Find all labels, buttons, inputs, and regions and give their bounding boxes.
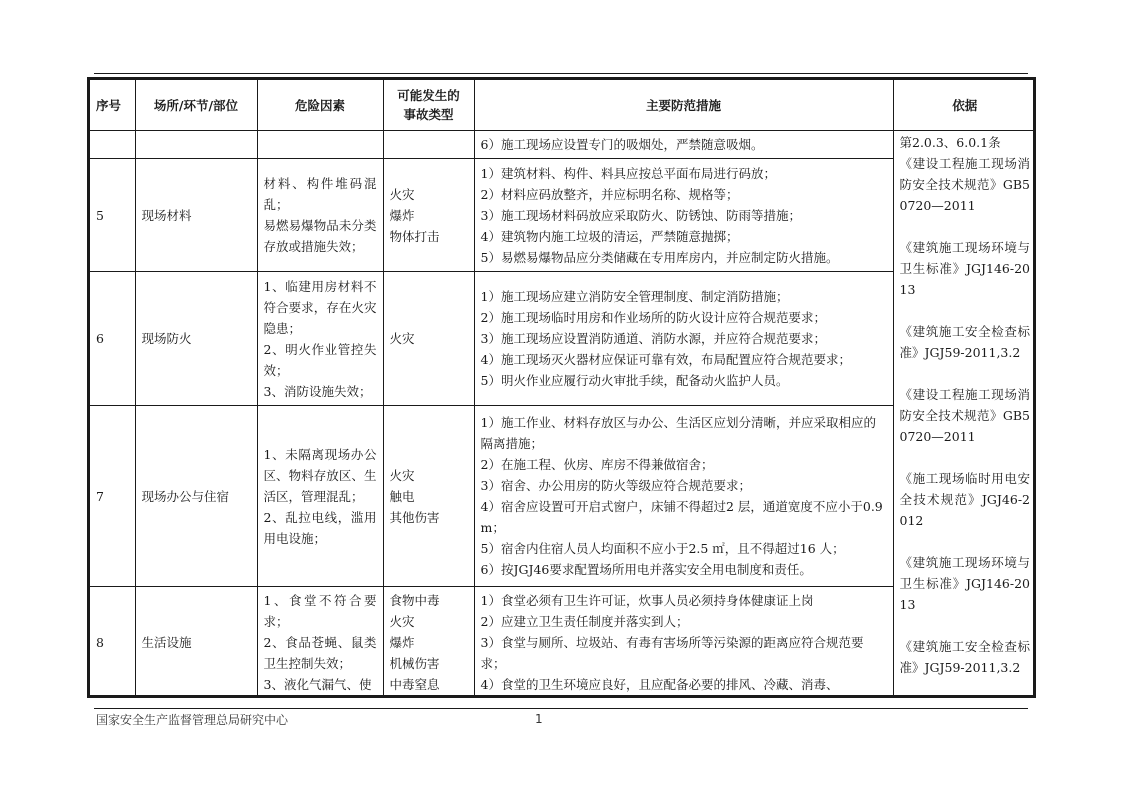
measure-item: 3）宿舍、办公用房的防火等级应符合规范要求； [480,478,751,493]
measure-item: 2）应建立卫生责任制度并落实到人； [480,614,689,629]
footer-rule [94,708,1028,709]
measure-item: 1）施工作业、材料存放区与办公、生活区应划分清晰，并应采取相应的隔离措施； [480,415,876,451]
accident-item: 火灾 [389,614,415,629]
cell-location: 现场办公与住宿 [135,406,257,587]
cell-no: 7 [90,406,135,587]
measure-item: 2）施工现场临时用房和作业场所的防火设计应符合规范要求； [480,310,826,325]
cell-no: 5 [90,159,135,272]
basis-standard: 《建设工程施工现场消防安全技术规范》GB50720—2011 [899,387,1030,444]
cell-hazard [257,131,383,159]
header-rule [94,73,1028,74]
cell-measures [474,159,893,272]
accident-item: 食物中毒 [389,593,440,608]
cell-no: 6 [90,272,135,406]
hazard-item: 2、食品苍蝇、鼠类卫生控制失效； [263,635,377,671]
measure-item: 5）易燃易爆物品应分类储藏在专用库房内，并应制定防火措施。 [480,249,839,265]
cell-no: 8 [90,587,135,699]
measure-item: 6）按JGJ46要求配置场所用电并落实安全用电制度和责任。 [480,562,812,577]
basis-standard: 《施工现场临时用电安全技术规范》JGJ46-2012 [899,471,1030,528]
cell-location: 现场材料 [135,159,257,272]
hazard-item: 易燃易爆物品未分类存放或措施失效； [263,218,377,254]
cell-hazard [257,587,383,699]
accident-item: 中毒窒息 [389,677,440,692]
measure-item: 1）食堂必须有卫生许可证，炊事人员必须持身体健康证上岗 [480,593,814,608]
accident-item: 物体打击 [389,228,440,244]
cell-accident [383,272,474,406]
basis-standard: 《建设工程施工现场消防安全技术规范》GB50720—2011 [899,156,1030,213]
measure-item: 3）施工现场材料码放应采取防火、防锈蚀、防雨等措施； [480,207,801,223]
header-accident-type [383,80,474,131]
table-row-continuation [90,131,1036,159]
hazard-item: 1、食堂不符合要求； [263,593,377,629]
header-basis: 依据 [893,80,1036,131]
cell-measures [474,406,893,587]
basis-standard: 《建筑施工现场环境与卫生标准》JGJ146-2013 [899,240,1030,297]
cell-measures [474,131,893,159]
measure-item: 3）食堂与厕所、垃圾站、有毒有害场所等污染源的距离应符合规范要求； [480,635,864,671]
measure-item: 1）建筑材料、构件、料具应按总平面布局进行码放； [480,165,776,181]
hazard-item: 2、明火作业管控失效； [263,341,377,378]
accident-item: 火灾 [389,186,415,202]
measure-item: 5）明火作业应履行动火审批手续，配备动火监护人员。 [480,373,789,388]
accident-item: 火灾 [389,331,415,346]
cell-accident [383,406,474,587]
cell-location: 现场防火 [135,272,257,406]
measure-item: 4）宿舍应设置可开启式窗户，床铺不得超过2 层，通道宽度不应小于0.9m； [480,499,883,535]
cell-hazard [257,272,383,406]
accident-item: 触电 [389,488,415,504]
header-accident-type-line2: 事故类型 [403,107,454,122]
basis-standard: 《建筑施工安全检查标准》JGJ59-2011,3.2 [899,639,1030,675]
basis-standard: 《建筑施工安全检查标准》JGJ59-2011,3.2 [899,324,1030,360]
measure-item: 6）施工现场应设置专门的吸烟处，严禁随意吸烟。 [480,137,764,152]
accident-item: 爆炸 [389,635,415,650]
cell-accident [383,159,474,272]
measure-item: 2）在施工程、伙房、库房不得兼做宿舍； [480,457,714,472]
basis-clause: 第2.0.3、6.0.1条 [899,135,1001,150]
header-accident-type-line1: 可能发生的 [397,88,460,103]
measure-item: 4）施工现场灭火器材应保证可靠有效，布局配置应符合规范要求； [480,352,851,367]
footer-organization: 国家安全生产监督管理总局研究中心 [96,713,289,727]
measure-item: 4）食堂的卫生环境应良好，且应配备必要的排风、冷藏、消毒、 [480,677,839,692]
accident-item: 火灾 [389,467,415,483]
cell-location: 生活设施 [135,587,257,699]
cell-location [135,131,257,159]
hazard-item: 3、消防设施失效； [263,383,372,399]
cell-accident [383,131,474,159]
header-location: 场所/环节/部位 [135,80,257,131]
accident-item: 其他伤害 [389,509,440,525]
header-measures: 主要防范措施 [474,80,893,131]
cell-accident [383,587,474,699]
cell-basis [893,131,1036,699]
hazard-table-frame [87,77,1036,698]
measure-item: 3）施工现场应设置消防通道、消防水源，并应符合规范要求； [480,331,826,346]
hazard-table [90,80,1036,698]
page-number: 1 [535,712,543,726]
cell-hazard [257,406,383,587]
basis-standard: 《建筑施工现场环境与卫生标准》JGJ146-2013 [899,555,1030,612]
accident-item: 机械伤害 [389,656,440,671]
hazard-item: 1、临建用房材料不符合要求，存在火灾隐患； [263,278,377,336]
cell-measures [474,272,893,406]
table-header-row [90,80,1036,131]
accident-item: 爆炸 [389,207,415,223]
header-no: 序号 [90,80,135,131]
hazard-item: 2、乱拉电线，滥用用电设施； [263,509,377,546]
hazard-item: 3、液化气漏气、使 [263,677,372,692]
cell-no [90,131,135,159]
cell-hazard [257,159,383,272]
measure-item: 4）建筑物内施工垃圾的清运，严禁随意抛掷； [480,228,739,244]
cell-measures [474,587,893,699]
measure-item: 2）材料应码放整齐，并应标明名称、规格等； [480,186,739,202]
hazard-item: 1、未隔离现场办公区、物料存放区、生活区，管理混乱； [263,446,377,504]
header-hazard: 危险因素 [257,80,383,131]
measure-item: 5）宿舍内住宿人员人均面积不应小于2.5 ㎡，且不得超过16 人； [480,541,845,556]
measure-item: 1）施工现场应建立消防安全管理制度、制定消防措施； [480,289,789,304]
hazard-item: 材料、构件堆码混乱； [263,176,377,212]
